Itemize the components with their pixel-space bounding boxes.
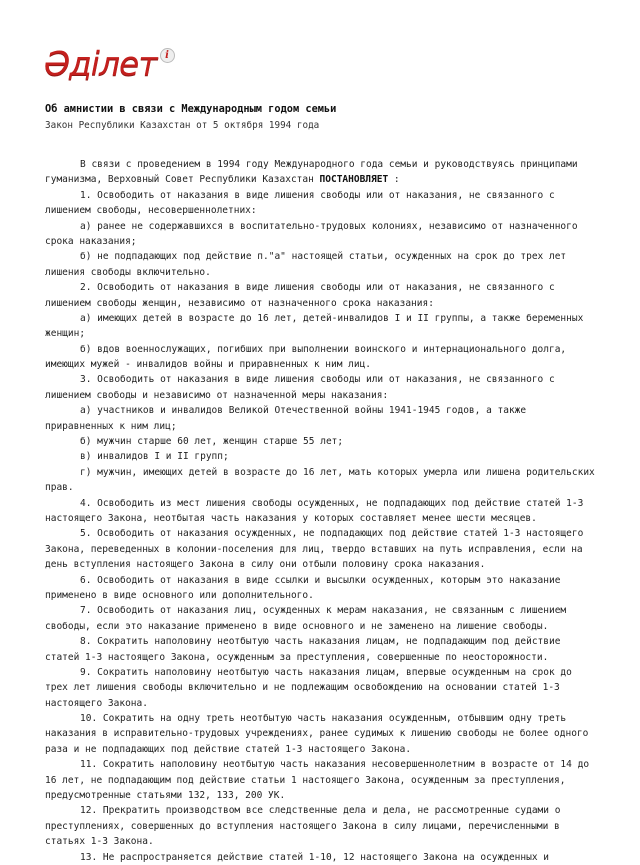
document-line: б) не подпадающих под действие п."а" настоящей статьи, осужденных на срок до трех лет: [80, 251, 567, 263]
document-line: 16 лет, не подпадающим под действие статьи 1 настоящего Закона, осужденным за преступления,: [45, 774, 566, 786]
document-line: 4. Освободить из мест лишения свободы осужденных, не подпадающих под действие статей 1-3: [80, 497, 584, 509]
document-line: 8. Сократить наполовину неотбытую часть наказания лицам, не подпадающим под действие: [80, 636, 561, 648]
document-line: 10. Сократить на одну треть неотбытую часть наказания осужденным, отбывшим одну треть: [80, 713, 567, 725]
document-subtitle: Закон Республики Казахстан от 5 октября 1994 года: [45, 120, 320, 131]
document-line: 1. Освободить от наказания в виде лишения свободы или от наказания, не связанного с: [80, 189, 555, 201]
document-line: приравненных к ним лиц;: [45, 420, 177, 432]
document-line: наказания в исправительно-трудовых учреждениях, ранее судимых к лишению свободы не более одного: [45, 728, 589, 740]
document-line: женщин;: [45, 328, 86, 340]
document-line: преступлениях, совершенных до вступления настоящего Закона в силу лицами, перечисленными в: [45, 820, 560, 832]
document-line: 7. Освободить от наказания лиц, осужденных к мерам наказания, не связанным с лишением: [80, 605, 567, 617]
document-line: лишением свободы, несовершеннолетних:: [45, 205, 257, 217]
document-line: предусмотренные статьями 132, 133, 200 УК.: [45, 790, 286, 802]
document-line: лишением свободы женщин, независимо от назначенного срока наказания:: [45, 297, 434, 309]
document-body: [45, 157, 595, 865]
preamble-line: В связи с проведением в 1994 году Международного года семьи и руководствуясь принципами: [80, 159, 578, 170]
document-line: 3. Освободить от наказания в виде лишения свободы или от наказания, не связанного с: [80, 374, 555, 386]
document-line: лишением свободы и независимо от назначенной меры наказания:: [45, 389, 389, 401]
document-line: 9. Сократить наполовину неотбытую часть наказания лицам, впервые осужденным на срок до: [80, 666, 572, 678]
document-line: раза и не подпадающих под действие статей 1-3 настоящего Закона.: [45, 743, 412, 755]
document-line: 13. Не распространяется действие статей 1-10, 12 настоящего Закона на осужденных и: [80, 851, 549, 863]
document-line: день вступления настоящего Закона в силу они отбыли половину срока наказания.: [45, 559, 486, 571]
document-line: настоящего Закона, неотбытая часть наказания у которых составляет менее шести месяцев.: [45, 512, 537, 524]
document-line: настоящего Закона.: [45, 697, 148, 709]
document-line: 12. Прекратить производством все следственные дела и дела, не рассмотренные судами о: [80, 805, 561, 817]
info-icon: i: [160, 48, 175, 63]
document-line: 11. Сократить наполовину неотбытую часть наказания несовершеннолетним в возрасте от 14 до: [80, 759, 590, 771]
preamble-text: гуманизма, Верховный Совет Республики Казахстан: [45, 174, 320, 186]
adilet-logo[interactable]: [44, 44, 175, 86]
document-line: Закона, переведенных в колонии-поселения для лиц, твердо вставших на путь исправления, если на: [45, 543, 583, 555]
document-line: срока наказания;: [45, 235, 137, 247]
document-line: а) ранее не содержавшихся в воспитательно-трудовых колониях, независимо от назначенного: [80, 220, 578, 232]
document-line: в) инвалидов I и II групп;: [80, 451, 229, 463]
document-line: а) имеющих детей в возрасте до 16 лет, детей-инвалидов I и II группы, а также беременных: [80, 312, 584, 324]
document-line: трех лет лишения свободы включительно и не подлежащим освобождению на основании статей 1-3: [45, 682, 560, 694]
document-line: статьях 1-3 Закона.: [45, 836, 154, 848]
document-line: применено в виде основного или дополнительного.: [45, 589, 314, 601]
document-line: свободы, если это наказание применено в виде основного и не заменено на лишение свободы.: [45, 620, 549, 632]
document-title: Об амнистии в связи с Международным годом семьи: [45, 103, 337, 115]
document-line: лишения свободы включительно.: [45, 266, 211, 278]
document-line: статей 1-3 настоящего Закона, осужденным за преступления, совершенные по неосторожности.: [45, 651, 549, 663]
document-line: б) вдов военнослужащих, погибших при выполнении воинского и интернационального долга,: [80, 343, 567, 355]
document-line: г) мужчин, имеющих детей в возрасте до 16 лет, мать которых умерла или лишена родительских: [80, 466, 595, 478]
preamble-line: [45, 172, 595, 187]
document-line: б) мужчин старше 60 лет, женщин старше 55 лет;: [80, 436, 344, 448]
document-line: 5. Освободить от наказания осужденных, не подпадающих под действие статей 1-3 настоящего: [80, 528, 584, 540]
preamble-text-end: :: [388, 174, 400, 186]
logo-text: Әділет: [44, 44, 157, 83]
decree-keyword: ПОСТАНОВЛЯЕТ: [319, 174, 389, 186]
document-line: а) участников и инвалидов Великой Отечественной войны 1941-1945 годов, а также: [80, 405, 527, 417]
document-line: 6. Освободить от наказания в виде ссылки и высылки осужденных, которым это наказание: [80, 574, 561, 586]
document-line: имеющих мужей - инвалидов войны и приравненных к ним лиц.: [45, 359, 372, 371]
document-line: 2. Освободить от наказания в виде лишения свободы или от наказания, не связанного с: [80, 282, 555, 294]
document-line: прав.: [45, 482, 74, 494]
